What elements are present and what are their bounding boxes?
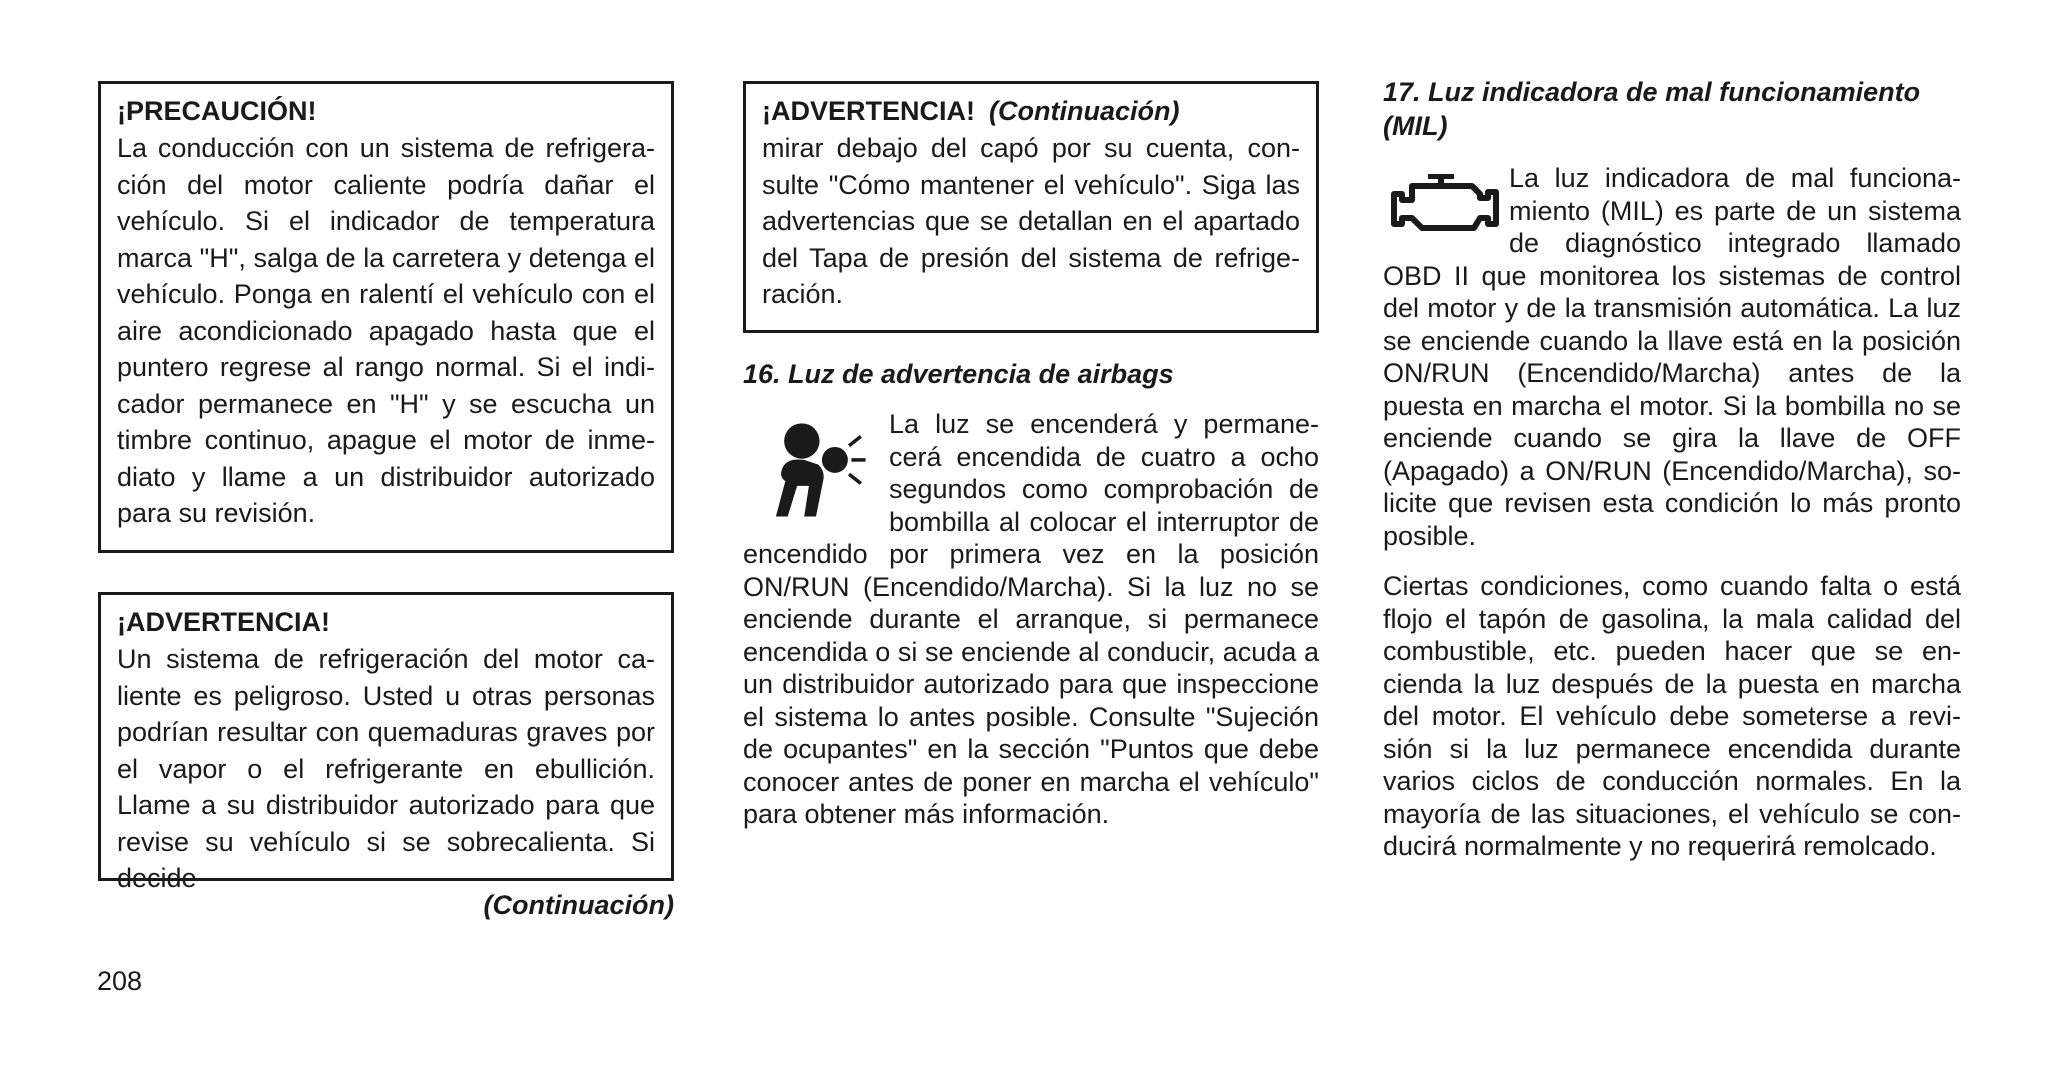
caution-box — [98, 81, 674, 553]
check-engine-icon — [1383, 162, 1509, 252]
section-17-heading: 17. Luz indicadora de mal funcionamiento (MIL) — [1383, 77, 1921, 141]
warning-continued-title — [762, 94, 1300, 128]
warning-continued-body: mirar debajo del capó por su cuenta, consulte "Cómo mantener el vehículo". Siga las advertencias que se detallan en el apartado del Tapa de presión del sistema de refrigeración. — [762, 133, 1300, 309]
caution-body: La conducción con un sistema de refrigeración del motor caliente podría dañar el vehículo. Si el indicador de temperatura marca "H", salga de la carretera y detenga el vehículo. Ponga en ralentí el vehículo con el aire acondicionado apagado hasta que el puntero regrese al rango normal. Si el indicador permanece en "H" y se escucha un timbre continuo, apague el motor de inmediato y llame a un distribuidor autorizado para su revisión. — [117, 133, 655, 528]
continuation-label: (Continuación) — [483, 890, 674, 920]
warning-continued-title-suffix: (Continuación) — [989, 96, 1180, 126]
section-17-body-1: La luz indicadora de mal funcionamiento (MIL) es parte de un sistema de diagnóstico integrado llamado OBD II que monitorea los sistemas de control del motor y de la transmisión automática. La luz se enciende cuando la llave está en la posición ON/RUN (Encendido/Marcha) antes de la puesta en marcha el motor. Si la bombilla no se enciende cuando se gira la llave de OFF (Apagado) a ON/RUN (Encendido/Marcha), solicite que revisen esta condición lo más pronto posible. — [1383, 163, 1961, 551]
section-16-paragraph — [743, 408, 1319, 831]
warning-box — [98, 592, 674, 893]
warning-continued-title-text: ¡ADVERTENCIA! — [762, 96, 975, 126]
section-16-body: La luz se encenderá y permanecerá encendida de cuatro a ocho segundos como comprobación de bombilla al colocar el interruptor de encendido por primera vez en la posición ON/RUN (Encendido/Marcha). Si la luz no se enciende durante el arranque, si permanece encendida o si se enciende al conducir, acuda a un distribuidor autorizado para que inspeccione el sistema lo antes posible. Consulte "Sujeción de ocupantes" en la sección "Puntos que debe conocer antes de poner en marcha el vehículo" para obtener más información. — [743, 409, 1319, 829]
section-16-heading: 16. Luz de advertencia de airbags — [743, 359, 1174, 389]
section-17-paragraph-2: Ciertas condiciones, como cuando falta o está flojo el tapón de gasolina, la mala calidad del combustible, etc. pueden hacer que se encienda la luz después de la puesta en marcha del motor. El vehículo debe someterse a revisión si la luz permanece encendida durante varios ciclos de conducción normales. En la mayoría de las situaciones, el vehículo se conducirá normalmente y no requerirá remolcado. — [1383, 571, 1961, 861]
warning-body: Un sistema de refrigeración del motor caliente es peligroso. Usted u otras personas podrían resultar con quemaduras graves por el vapor o el refrigerante en ebullición. Llame a su distribuidor autorizado para que revise su vehículo si se sobrecalienta. Si decide — [117, 644, 655, 893]
warning-title: ¡ADVERTENCIA! — [117, 607, 330, 637]
page-number: 208 — [97, 966, 143, 996]
caution-title: ¡PRECAUCIÓN! — [117, 96, 317, 126]
section-17-paragraph-1 — [1383, 162, 1961, 552]
airbag-warning-icon — [743, 408, 889, 536]
warning-continued-box — [743, 81, 1319, 333]
